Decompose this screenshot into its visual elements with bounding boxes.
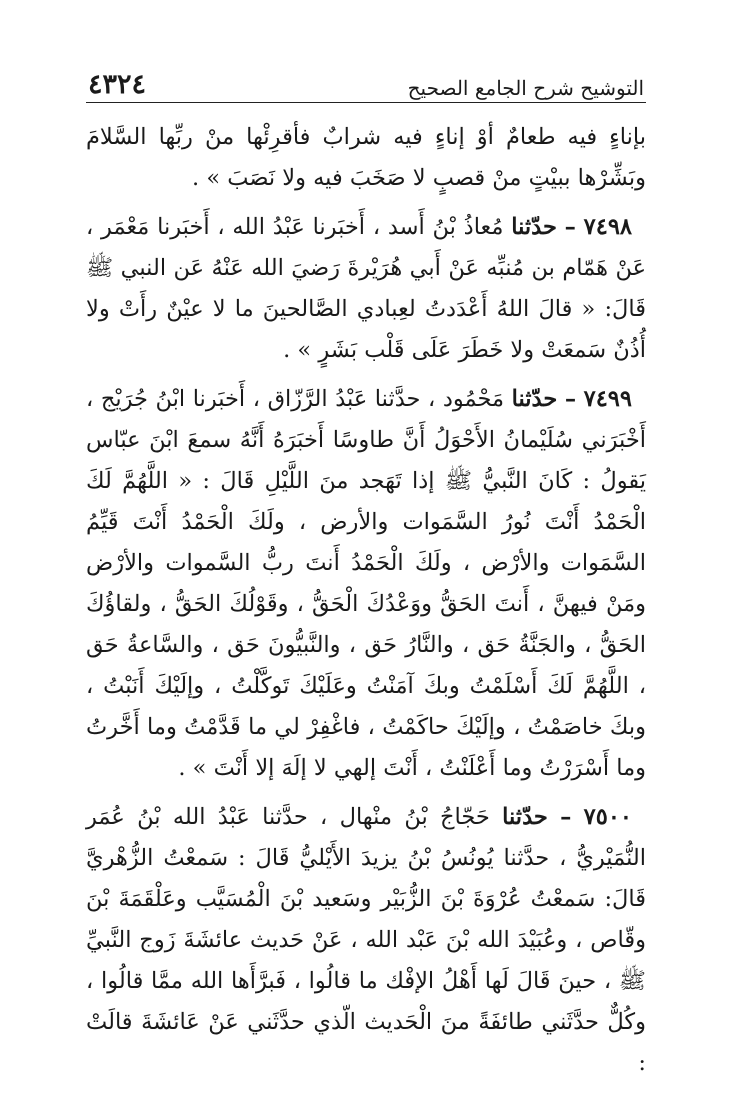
hadith-dash: –: [560, 804, 572, 830]
hadith-7499: [86, 379, 646, 789]
hadith-7498: [86, 207, 646, 371]
hadith-7500: [86, 797, 646, 1084]
paragraph-text: بإناءٍ فيه طعامٌ أوْ إناءٍ فيه شرابٌ فأقرِئْها منْ ربِّها السَّلامَ وبَشِّرْها ببيْتٍ منْ قصبٍ لا صَخَبَ فيه ولا نَصَبَ » .: [86, 124, 646, 191]
hadith-dash: –: [564, 386, 577, 412]
hadith-lead: حدّثنا: [511, 214, 557, 240]
running-title: التوشيح شرح الجامع الصحيح: [407, 76, 644, 100]
hadith-number: ٧٥٠٠: [583, 804, 633, 830]
continuation-paragraph: [86, 117, 646, 199]
hadith-lead: حدّثنا: [511, 386, 558, 412]
page-body: [86, 117, 646, 1084]
page-header: [86, 58, 646, 103]
hadith-number: ٧٤٩٩: [583, 386, 632, 412]
page-number: ٤٣٢٤: [88, 69, 147, 100]
hadith-text: مُعاذُ بْنُ أَسد ، أَخبَرنا عَبْدُ الله ، أَخبَرنا مَعْمَر ، عَنْ هَمّام بن مُنبِّه عَنْ أَبي هُرَيْرةَ رَضيَ الله عَنْهُ عَن النبي ﷺ قَالَ: « قالَ اللهُ أَعْدَدتُ لعِبادي الصَّالحينَ ما لا عيْنٌ رأَتْ ولا أُذُنٌ سَمعَتْ ولا خَطَرَ عَلَى قَلْب بَشَرٍ » .: [86, 214, 646, 363]
hadith-text: مَحْمُود ، حدَّثنا عَبْدُ الرَّزّاق ، أَخبَرنا ابْنُ جُرَيْج ، أَخْبَرَني سُلَيْمانُ الأَحْوَلُ أَنَّ طاوسًا أَخبَرَهُ أَنَّهُ سمعَ ابْنَ عبّاس يَقولُ : كَانَ النَّبيُّ ﷺ إذا تَهَجد منَ اللَّيْلِ قَالَ : « اللَّهُمَّ لَكَ الْحَمْدُ أَنْتَ نُورُ السَّمَوات والأرض ، ولَكَ الْحَمْدُ أَنْتَ قَيِّمُ السَّمَوات والأرْض ، ولَكَ الْحَمْدُ أَنتَ ربُّ السَّموات والأرْض ومَنْ فيهنَّ ، أَنتَ الحَقُّ ووَعْدُكَ الْحَقُّ ، وقَوْلُكَ الحَقُّ ، ولقاؤُكَ الحَقُّ ، والجَنَّةُ حَق ، والنَّارُ حَق ، والنَّبيُّونَ حَق ، والسَّاعةُ حَق ، اللَّهُمَّ لَكَ أَسْلَمْتُ وبكَ آمَنْتُ وعَلَيْكَ تَوكَّلْتُ ، وإلَيْكَ أَنَبْتُ ، وبكَ خاصَمْتُ ، وإلَيْكَ حاكَمْتُ ، فاغْفِرْ لي ما قَدَّمْتُ وما أَخَّرتُ وما أَسْرَرْتُ وما أَعْلَنْتُ ، أَنْتَ إلهي لا إلَهَ إلا أَنْتَ » .: [86, 386, 646, 781]
hadith-lead: حدّثنا: [502, 804, 548, 830]
book-page: [86, 58, 646, 1084]
hadith-number: ٧٤٩٨: [583, 214, 632, 240]
hadith-text: حَجّاجُ بْنُ منْهال ، حدَّثنا عَبْدُ الله بْنُ عُمَر النُّمَيْريُّ ، حدَّثنا يُونُسُ بْنُ يزيدَ الأَيْليُّ قَالَ : سَمعْتُ الزُّهْريَّ قَالَ: سَمعْتُ عُرْوَةَ بْنَ الزُّبَيْر وسَعيد بْنَ الْمُسَيَّب وعَلْقَمَةَ بْنَ وقّاص ، وعُبَيْدَ الله بْنَ عَبْد الله ، عَنْ حَديث عائشَةَ زَوج النَّبيِّ ﷺ ، حينَ قَالَ لَها أَهْلُ الإفْك ما قالُوا ، فَبرَّأَها الله ممَّا قالُوا ، وكُلٌّ حدَّثَني طائفَةً منَ الْحَديث الّذي حدَّثَني عَنْ عَائشَةَ قالَتْ :: [86, 804, 646, 1076]
hadith-dash: –: [564, 214, 576, 240]
